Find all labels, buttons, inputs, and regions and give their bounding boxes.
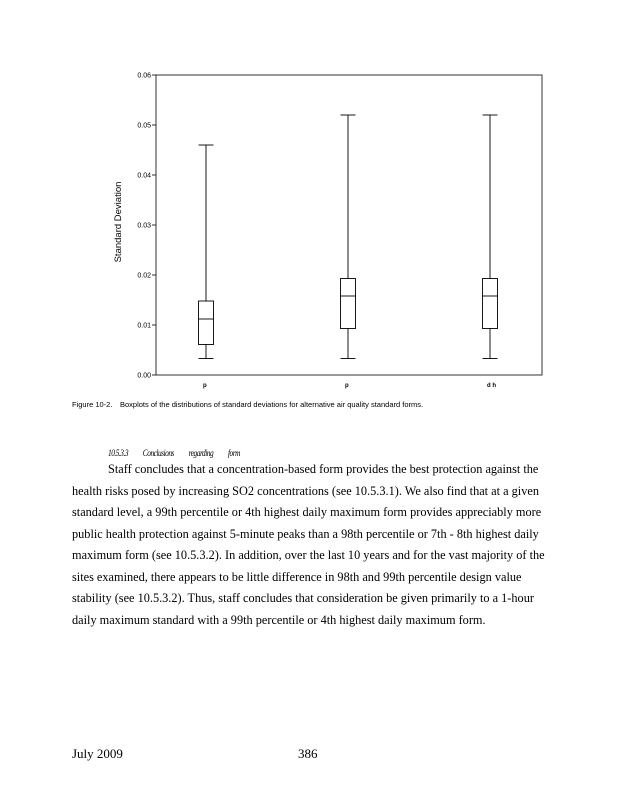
x-axis-labels (203, 383, 496, 389)
body-text (72, 459, 552, 631)
section-heading (108, 448, 255, 458)
y-tick-label: 0.03 (137, 222, 151, 230)
page-number: 386 (298, 746, 318, 761)
y-tick-label: 0.05 (137, 122, 151, 130)
y-tick-label: 0.06 (137, 72, 151, 80)
figure-caption-text: Boxplots of the distributions of standard deviations for alternative air quality standard forms. (120, 400, 424, 409)
section-title-word-2: regarding (188, 448, 214, 458)
y-tick-label: 0.01 (137, 322, 151, 330)
y-tick-label: 0.00 (137, 372, 151, 380)
interquartile-box (199, 301, 214, 345)
y-axis-ticks (137, 73, 156, 380)
conclusions-paragraph: Staff concludes that a concentration-based form provides the best protection against the health risks posed by increasing SO2 concentrations (see 10.5.3.1). We also find that at a given standard level, a 99th percentile or 4th highest daily maximum form provides appreciably more public health protection against 5-minute peaks than a 98th percentile or 7th - 8th highest daily maximum form (see 10.5.3.2). In addition, over the last 10 years and for the vast majority of the sites examined, there appears to be little difference in 98th and 99th percentile design value stability (see 10.5.3.2). Thus, staff concludes that consideration be given primarily to a 1-hour daily maximum standard with a 99th percentile or 4th highest daily maximum form. (72, 462, 545, 627)
section-title-word-3: form (227, 448, 240, 458)
interquartile-box (341, 279, 356, 329)
y-axis-label: Standard Deviation (113, 181, 124, 263)
y-tick-label: 0.04 (137, 172, 151, 180)
boxplot-1 (199, 145, 214, 359)
boxplot-3 (483, 115, 498, 359)
figure-label: Figure 10-2. (72, 400, 113, 409)
boxplot-2 (341, 115, 356, 359)
interquartile-box (483, 279, 498, 329)
section-title-word-1: Conclusions (142, 448, 174, 458)
boxplot-series (199, 115, 498, 359)
y-tick-label: 0.02 (137, 272, 151, 280)
x-tick-label: d h (487, 383, 496, 389)
section-number: 10.5.3.3 (108, 448, 129, 458)
x-tick-label: p (203, 383, 207, 389)
footer-date: July 2009 (72, 746, 123, 761)
x-tick-label: p (345, 383, 349, 389)
